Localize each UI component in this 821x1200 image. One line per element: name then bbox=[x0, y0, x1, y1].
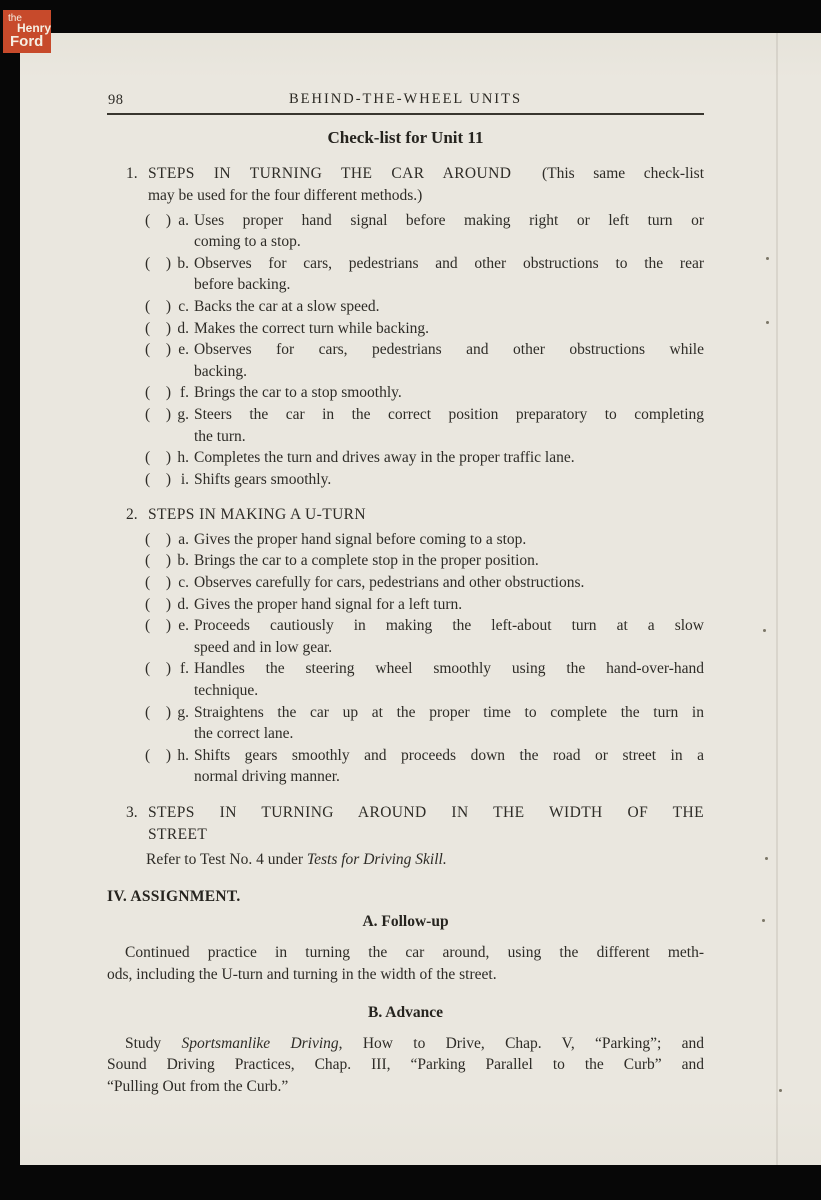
item-letter: g. bbox=[177, 405, 189, 423]
checklist-item bbox=[145, 615, 704, 658]
scan-speck bbox=[766, 257, 769, 260]
item-letter: a. bbox=[178, 211, 189, 229]
paren-open: ( bbox=[145, 660, 151, 678]
paren-close: ) bbox=[165, 530, 171, 548]
item-letter: b. bbox=[177, 552, 189, 570]
item-line: Gives the proper hand signal for a left turn. bbox=[194, 595, 463, 613]
page-number: 98 bbox=[108, 92, 124, 108]
item-line: before backing. bbox=[194, 276, 291, 294]
checkbox-parens bbox=[145, 339, 171, 382]
checkbox-parens bbox=[145, 702, 171, 745]
item-line: Observes for cars, pedestrians and other obstructions while bbox=[194, 341, 704, 359]
paren-open: ( bbox=[145, 405, 151, 423]
section-1-heading-text bbox=[148, 163, 704, 206]
running-title: BEHIND-THE-WHEEL UNITS bbox=[288, 91, 523, 107]
checkbox-parens bbox=[145, 318, 171, 340]
advance-heading: B. Advance bbox=[368, 1004, 443, 1022]
section-2-heading bbox=[126, 504, 704, 526]
item-letter: a. bbox=[178, 530, 189, 548]
paren-open: ( bbox=[145, 470, 151, 488]
assignment-heading: IV. ASSIGNMENT. bbox=[107, 887, 241, 905]
paren-open: ( bbox=[145, 595, 151, 613]
item-line: backing. bbox=[194, 362, 247, 380]
item-text bbox=[194, 550, 704, 572]
section-3-heading bbox=[126, 802, 704, 845]
paren-close: ) bbox=[165, 617, 171, 635]
item-line: coming to a stop. bbox=[194, 233, 301, 251]
checkbox-parens bbox=[145, 594, 171, 616]
section-2-heading-text bbox=[148, 504, 704, 526]
item-letter: i. bbox=[180, 470, 189, 488]
item-letter: c. bbox=[178, 297, 189, 315]
paren-open: ( bbox=[145, 211, 151, 229]
paren-close: ) bbox=[165, 552, 171, 570]
paren-open: ( bbox=[145, 449, 151, 467]
advance-line2: Sound Driving Practices, Chap. III, “Parking Parallel to the Curb” and bbox=[107, 1056, 704, 1074]
paren-close: ) bbox=[165, 574, 171, 592]
checkbox-parens bbox=[145, 745, 171, 788]
item-line: Straightens the car up at the proper time to complete the turn in bbox=[194, 703, 704, 721]
item-text bbox=[194, 210, 704, 253]
item-text bbox=[194, 615, 704, 658]
advance-paragraph bbox=[107, 1033, 704, 1098]
item-text bbox=[194, 658, 704, 701]
page-title: Check-list for Unit 11 bbox=[327, 128, 484, 148]
checkbox-parens bbox=[145, 529, 171, 551]
paren-open: ( bbox=[145, 384, 151, 402]
refer-prefix: Refer to Test No. 4 under bbox=[146, 851, 307, 869]
checkbox-parens bbox=[145, 210, 171, 253]
section-2-caps: STEPS IN MAKING A U-TURN bbox=[148, 506, 367, 524]
paren-close: ) bbox=[165, 449, 171, 467]
paren-open: ( bbox=[145, 297, 151, 315]
section-2-checklist bbox=[107, 529, 704, 788]
checkbox-parens bbox=[145, 615, 171, 658]
item-line: the correct lane. bbox=[194, 725, 294, 743]
paren-close: ) bbox=[165, 470, 171, 488]
paren-open: ( bbox=[145, 552, 151, 570]
followup-paragraph bbox=[107, 942, 704, 985]
item-text bbox=[194, 572, 704, 594]
checkbox-parens bbox=[145, 469, 171, 491]
paren-open: ( bbox=[145, 617, 151, 635]
followup-line2: ods, including the U-turn and turning in the width of the street. bbox=[107, 965, 497, 983]
item-text bbox=[194, 702, 704, 745]
checklist-item bbox=[145, 447, 704, 469]
paren-close: ) bbox=[165, 746, 171, 764]
item-line: Backs the car at a slow speed. bbox=[194, 297, 380, 315]
paren-open: ( bbox=[145, 746, 151, 764]
item-line: normal driving manner. bbox=[194, 768, 340, 786]
item-line: Shifts gears smoothly. bbox=[194, 470, 332, 488]
refer-note bbox=[146, 849, 704, 871]
paren-close: ) bbox=[165, 341, 171, 359]
item-letter: d. bbox=[177, 319, 189, 337]
paren-close: ) bbox=[165, 405, 171, 423]
advance-line1-post: , How to Drive, Chap. V, “Parking”; and bbox=[338, 1034, 704, 1052]
followup-line1: Continued practice in turning the car around, using the different meth- bbox=[125, 943, 704, 961]
checklist-item bbox=[145, 382, 704, 404]
item-text bbox=[194, 745, 704, 788]
paren-close: ) bbox=[165, 297, 171, 315]
paren-open: ( bbox=[145, 574, 151, 592]
item-letter: f. bbox=[179, 384, 189, 402]
item-text bbox=[194, 253, 704, 296]
henry-ford-logo bbox=[3, 10, 51, 53]
paren-close: ) bbox=[165, 211, 171, 229]
item-line: technique. bbox=[194, 682, 259, 700]
page-content bbox=[107, 89, 704, 1098]
item-line: Steers the car in the correct position preparatory to completing bbox=[194, 405, 704, 423]
item-text bbox=[194, 469, 704, 491]
checkbox-parens bbox=[145, 447, 171, 469]
item-letter: e. bbox=[178, 341, 189, 359]
section-1-caps: STEPS IN TURNING THE CAR AROUND bbox=[148, 165, 512, 183]
item-line: Uses proper hand signal before making right or left turn or bbox=[194, 211, 704, 229]
item-line: Observes for cars, pedestrians and other obstructions to the rear bbox=[194, 254, 704, 272]
scan-speck bbox=[762, 919, 765, 922]
section-1-checklist bbox=[107, 210, 704, 491]
paren-close: ) bbox=[165, 254, 171, 272]
item-letter: d. bbox=[177, 595, 189, 613]
checklist-item bbox=[145, 253, 704, 296]
advance-line1-pre: Study bbox=[125, 1034, 182, 1052]
checkbox-parens bbox=[145, 404, 171, 447]
checklist-item bbox=[145, 296, 704, 318]
item-text bbox=[194, 318, 704, 340]
item-letter: h. bbox=[177, 746, 189, 764]
scan-speck bbox=[766, 321, 769, 324]
header-rule bbox=[107, 113, 704, 115]
checklist-item bbox=[145, 572, 704, 594]
logo-ford: Ford bbox=[10, 33, 44, 50]
checklist-item bbox=[145, 594, 704, 616]
item-text bbox=[194, 529, 704, 551]
section-1-heading-line1 bbox=[148, 163, 704, 185]
checkbox-parens bbox=[145, 572, 171, 594]
item-line: Brings the car to a stop smoothly. bbox=[194, 384, 402, 402]
item-letter: h. bbox=[177, 449, 189, 467]
scan-speck bbox=[765, 857, 768, 860]
paren-close: ) bbox=[165, 319, 171, 337]
page-crease bbox=[776, 33, 778, 1165]
checkbox-parens bbox=[145, 658, 171, 701]
item-line: speed and in low gear. bbox=[194, 638, 333, 656]
checkbox-parens bbox=[145, 296, 171, 318]
item-line: Handles the steering wheel smoothly using the hand-over-hand bbox=[194, 660, 704, 678]
paren-close: ) bbox=[165, 595, 171, 613]
item-text bbox=[194, 382, 704, 404]
item-text bbox=[194, 339, 704, 382]
section-1-number: 1. bbox=[126, 165, 138, 183]
item-line: Brings the car to a complete stop in the proper position. bbox=[194, 552, 539, 570]
logo-henry: Henry bbox=[17, 21, 51, 35]
item-line: Gives the proper hand signal before coming to a stop. bbox=[194, 530, 527, 548]
item-line: the turn. bbox=[194, 427, 246, 445]
checklist-item bbox=[145, 529, 704, 551]
book-page bbox=[20, 33, 821, 1165]
item-letter: c. bbox=[178, 574, 189, 592]
advance-line3: “Pulling Out from the Curb.” bbox=[107, 1077, 289, 1095]
paren-close: ) bbox=[165, 384, 171, 402]
section-3-heading-text bbox=[148, 802, 704, 845]
checklist-item bbox=[145, 745, 704, 788]
item-letter: b. bbox=[177, 254, 189, 272]
paren-open: ( bbox=[145, 703, 151, 721]
section-3-number: 3. bbox=[126, 804, 138, 822]
checkbox-parens bbox=[145, 253, 171, 296]
item-line: Completes the turn and drives away in the proper traffic lane. bbox=[194, 449, 575, 467]
logo-the: the bbox=[8, 13, 22, 24]
refer-book-title: Tests for Driving Skill. bbox=[306, 851, 447, 869]
section-1-heading-line2: may be used for the four different methods.) bbox=[148, 186, 423, 204]
checklist-item bbox=[145, 550, 704, 572]
section-2-number: 2. bbox=[126, 506, 138, 524]
paren-open: ( bbox=[145, 254, 151, 272]
item-line: Makes the correct turn while backing. bbox=[194, 319, 429, 337]
item-line: Proceeds cautiously in making the left-about turn at a slow bbox=[194, 617, 704, 635]
scan-speck bbox=[779, 1089, 782, 1092]
item-letter: e. bbox=[178, 617, 189, 635]
checkbox-parens bbox=[145, 382, 171, 404]
advance-book-title: Sportsmanlike Driving bbox=[181, 1034, 339, 1052]
followup-heading: A. Follow-up bbox=[362, 913, 449, 931]
item-text bbox=[194, 447, 704, 469]
item-text bbox=[194, 594, 704, 616]
checkbox-parens bbox=[145, 550, 171, 572]
paren-open: ( bbox=[145, 319, 151, 337]
section-3-caps-line2: STREET bbox=[148, 825, 208, 843]
paren-close: ) bbox=[165, 660, 171, 678]
section-1-heading bbox=[126, 163, 704, 206]
section-3-caps-line1: STEPS IN TURNING AROUND IN THE WIDTH OF THE bbox=[148, 804, 704, 822]
checklist-item bbox=[145, 210, 704, 253]
paren-open: ( bbox=[145, 341, 151, 359]
item-text bbox=[194, 404, 704, 447]
item-letter: g. bbox=[177, 703, 189, 721]
checklist-item bbox=[145, 702, 704, 745]
paren-close: ) bbox=[165, 703, 171, 721]
checklist-item bbox=[145, 318, 704, 340]
checklist-item bbox=[145, 404, 704, 447]
checklist-item bbox=[145, 339, 704, 382]
item-line: Observes carefully for cars, pedestrians and other obstructions. bbox=[194, 574, 585, 592]
item-text bbox=[194, 296, 704, 318]
running-head bbox=[107, 89, 704, 111]
paren-open: ( bbox=[145, 530, 151, 548]
item-letter: f. bbox=[179, 660, 189, 678]
section-1-note: (This same check-list bbox=[541, 165, 705, 183]
item-line: Shifts gears smoothly and proceeds down the road or street in a bbox=[194, 746, 704, 764]
scan-speck bbox=[763, 629, 766, 632]
checklist-item bbox=[145, 658, 704, 701]
checklist-item bbox=[145, 469, 704, 491]
advance-line1 bbox=[107, 1033, 704, 1055]
